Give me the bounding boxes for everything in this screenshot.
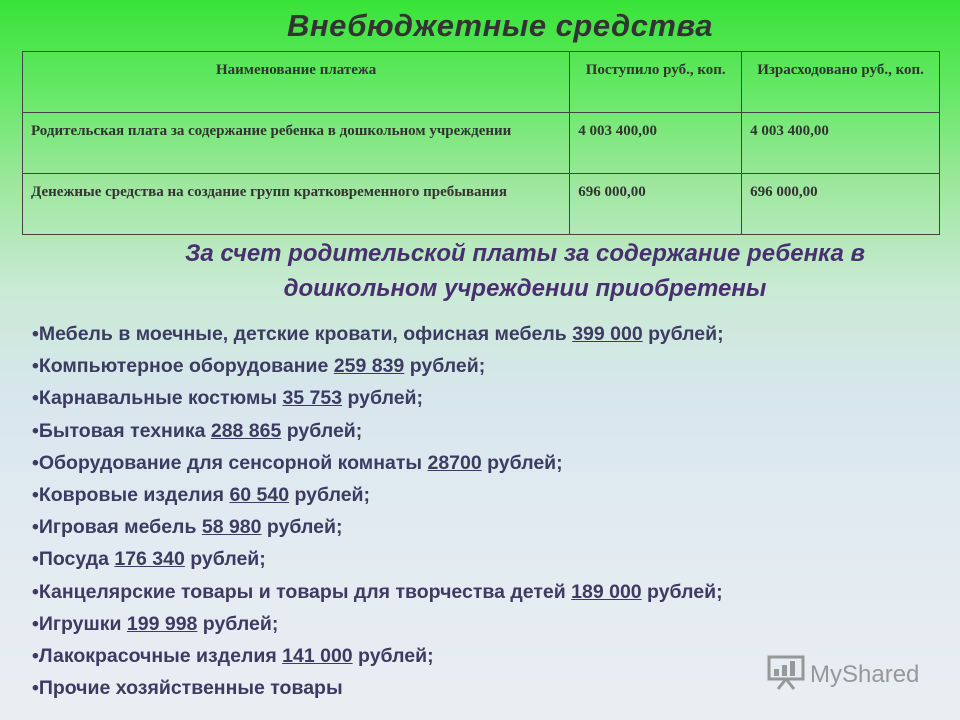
table-cell-spent: 696 000,00 [742,174,940,235]
list-item [32,511,724,543]
header-received: Поступило руб., коп. [570,52,742,113]
bullet: • [32,548,39,571]
watermark-text: MyShared [810,661,920,688]
list-item [32,608,724,640]
item-amount: 176 340 [114,548,185,571]
item-suffix: рублей; [197,612,279,635]
item-text: Игровая мебель [38,516,202,539]
item-text: Карнавальные костюмы [38,387,283,410]
bullet: • [32,323,39,345]
item-text: Лакокрасочные изделия [38,645,283,668]
list-item [32,447,724,479]
item-suffix: рублей; [281,419,363,442]
purchases-subtitle: За счет родительской платы за содержание ребенка в дошкольном учреждении приобретены [184,240,866,302]
item-amount: 60 540 [229,484,290,507]
table-cell-name: Родительская плата за содержание ребенка в дошкольном учреждении [23,113,570,174]
item-amount: 28700 [427,451,482,474]
item-text: Посуда [38,548,115,571]
bullet: • [32,484,39,507]
watermark-logo [766,655,919,695]
item-text: Оборудование для сенсорной комнаты [38,451,428,474]
item-amount: 288 865 [210,419,282,442]
table-row [23,113,940,174]
item-text: Канцелярские товары и товары для творчества детей [38,580,572,603]
item-suffix: рублей; [404,355,486,378]
bullet: • [32,677,39,700]
table-header-row [23,52,940,113]
list-item [32,318,724,350]
item-amount: 141 000 [282,645,353,668]
item-text: Бытовая техника [38,419,211,442]
table-cell-received: 4 003 400,00 [570,113,742,174]
item-suffix: рублей; [261,516,343,539]
list-item [32,576,724,608]
item-amount: 189 000 [571,580,642,603]
item-text: Мебель в моечные, детские кровати, офисная мебель [38,323,573,345]
item-suffix: рублей; [342,387,424,410]
item-text: Игрушки [38,612,127,635]
header-payment-name: Наименование платежа [23,52,570,113]
item-suffix: рублей; [289,484,371,507]
bullet: • [32,387,39,410]
table-cell-spent: 4 003 400,00 [742,113,940,174]
bullet: • [32,612,39,635]
presentation-board-icon [766,654,810,697]
bullet: • [32,419,39,442]
table-row [23,174,940,235]
item-suffix: рублей; [481,451,563,474]
bullet: • [32,580,39,603]
item-amount: 35 753 [282,387,343,410]
bullet: • [32,645,39,668]
bullet: • [32,516,39,539]
item-text: Компьютерное оборудование [38,355,334,378]
item-suffix: рублей; [352,645,434,668]
item-amount: 399 000 [572,323,643,345]
table-cell-received: 696 000,00 [570,174,742,235]
item-text: Прочие хозяйственные товары [38,677,343,700]
list-item [32,382,724,414]
list-item [32,543,724,575]
purchases-list [32,318,724,704]
item-suffix: рублей; [641,580,723,603]
list-item [32,479,724,511]
item-suffix: рублей; [184,548,266,571]
item-amount: 259 839 [333,355,405,378]
item-text: Ковровые изделия [38,484,230,507]
bullet: • [32,451,39,474]
list-item [32,672,724,704]
list-item [32,640,724,672]
table-cell-name: Денежные средства на создание групп кратковременного пребывания [23,174,570,235]
list-item [32,350,724,382]
payments-table [22,51,940,235]
slide-title: Внебюджетные средства [287,8,713,43]
item-suffix: рублей; [642,323,724,345]
list-item [32,415,724,447]
item-amount: 199 998 [126,612,198,635]
bullet: • [32,355,39,378]
item-amount: 58 980 [201,516,262,539]
header-spent: Израсходовано руб., коп. [742,52,940,113]
